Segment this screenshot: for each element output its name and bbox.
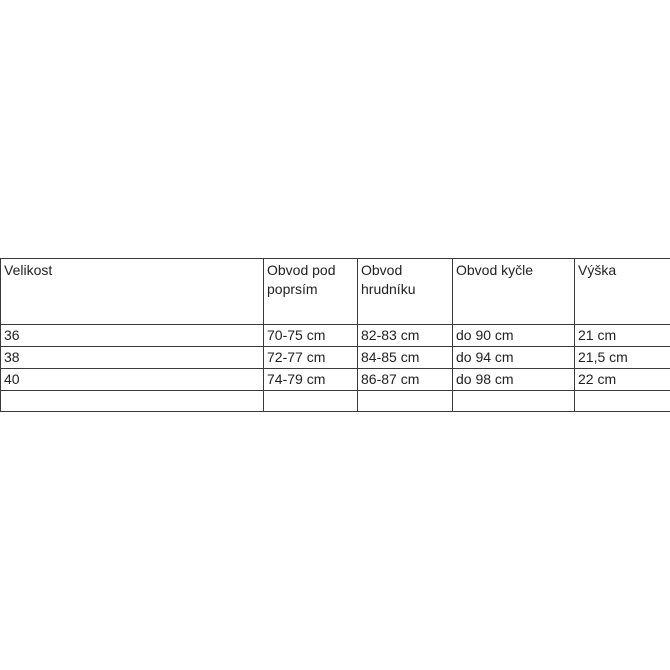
table-row: [1, 369, 670, 391]
table-cell: [264, 347, 358, 369]
table-cell: [575, 347, 670, 369]
table-cell: [453, 369, 575, 391]
cell-chest: 84-85 cm: [361, 349, 420, 365]
table-cell: [453, 325, 575, 347]
cell-hip: do 90 cm: [456, 327, 514, 343]
header-cell-hip: [453, 259, 575, 325]
header-cell-underbust: [264, 259, 358, 325]
table-cell: [358, 391, 453, 412]
table-cell: [575, 325, 670, 347]
cell-size: 36: [4, 327, 20, 343]
cell-height: 21,5 cm: [578, 349, 628, 365]
size-table: [0, 258, 670, 412]
cell-chest: 82-83 cm: [361, 327, 420, 343]
header-cell-chest: [358, 259, 453, 325]
table-cell: [358, 369, 453, 391]
header-cell-size: [1, 259, 264, 325]
table-cell: [575, 369, 670, 391]
table-cell: [358, 325, 453, 347]
table-cell: [264, 369, 358, 391]
table-row: [1, 347, 670, 369]
header-cell-height: [575, 259, 670, 325]
cell-hip: do 94 cm: [456, 349, 514, 365]
cell-size: 38: [4, 349, 20, 365]
table-cell: [453, 347, 575, 369]
table-cell: [453, 391, 575, 412]
header-height-label: Výška: [578, 262, 617, 278]
header-hip-label: Obvod kyčle: [456, 262, 534, 278]
cell-hip: do 98 cm: [456, 371, 514, 387]
table-cell: [264, 391, 358, 412]
cell-chest: 86-87 cm: [361, 371, 420, 387]
header-chest-label: Obvod hrudníku: [361, 262, 416, 297]
table-header-row: [1, 259, 670, 325]
table-cell: [1, 369, 264, 391]
cell-height: 21 cm: [578, 327, 617, 343]
header-underbust-label: Obvod pod poprsím: [267, 262, 336, 297]
table-cell: [1, 391, 264, 412]
cell-underbust: 70-75 cm: [267, 327, 326, 343]
table-cell: [1, 347, 264, 369]
table-row-empty: [1, 391, 670, 412]
table-cell: [358, 347, 453, 369]
cell-size: 40: [4, 371, 20, 387]
cell-underbust: 74-79 cm: [267, 371, 326, 387]
table-cell: [1, 325, 264, 347]
cell-underbust: 72-77 cm: [267, 349, 326, 365]
table-cell: [575, 391, 670, 412]
cell-height: 22 cm: [578, 371, 617, 387]
header-size-label: Velikost: [4, 262, 53, 278]
table-cell: [264, 325, 358, 347]
table-row: [1, 325, 670, 347]
